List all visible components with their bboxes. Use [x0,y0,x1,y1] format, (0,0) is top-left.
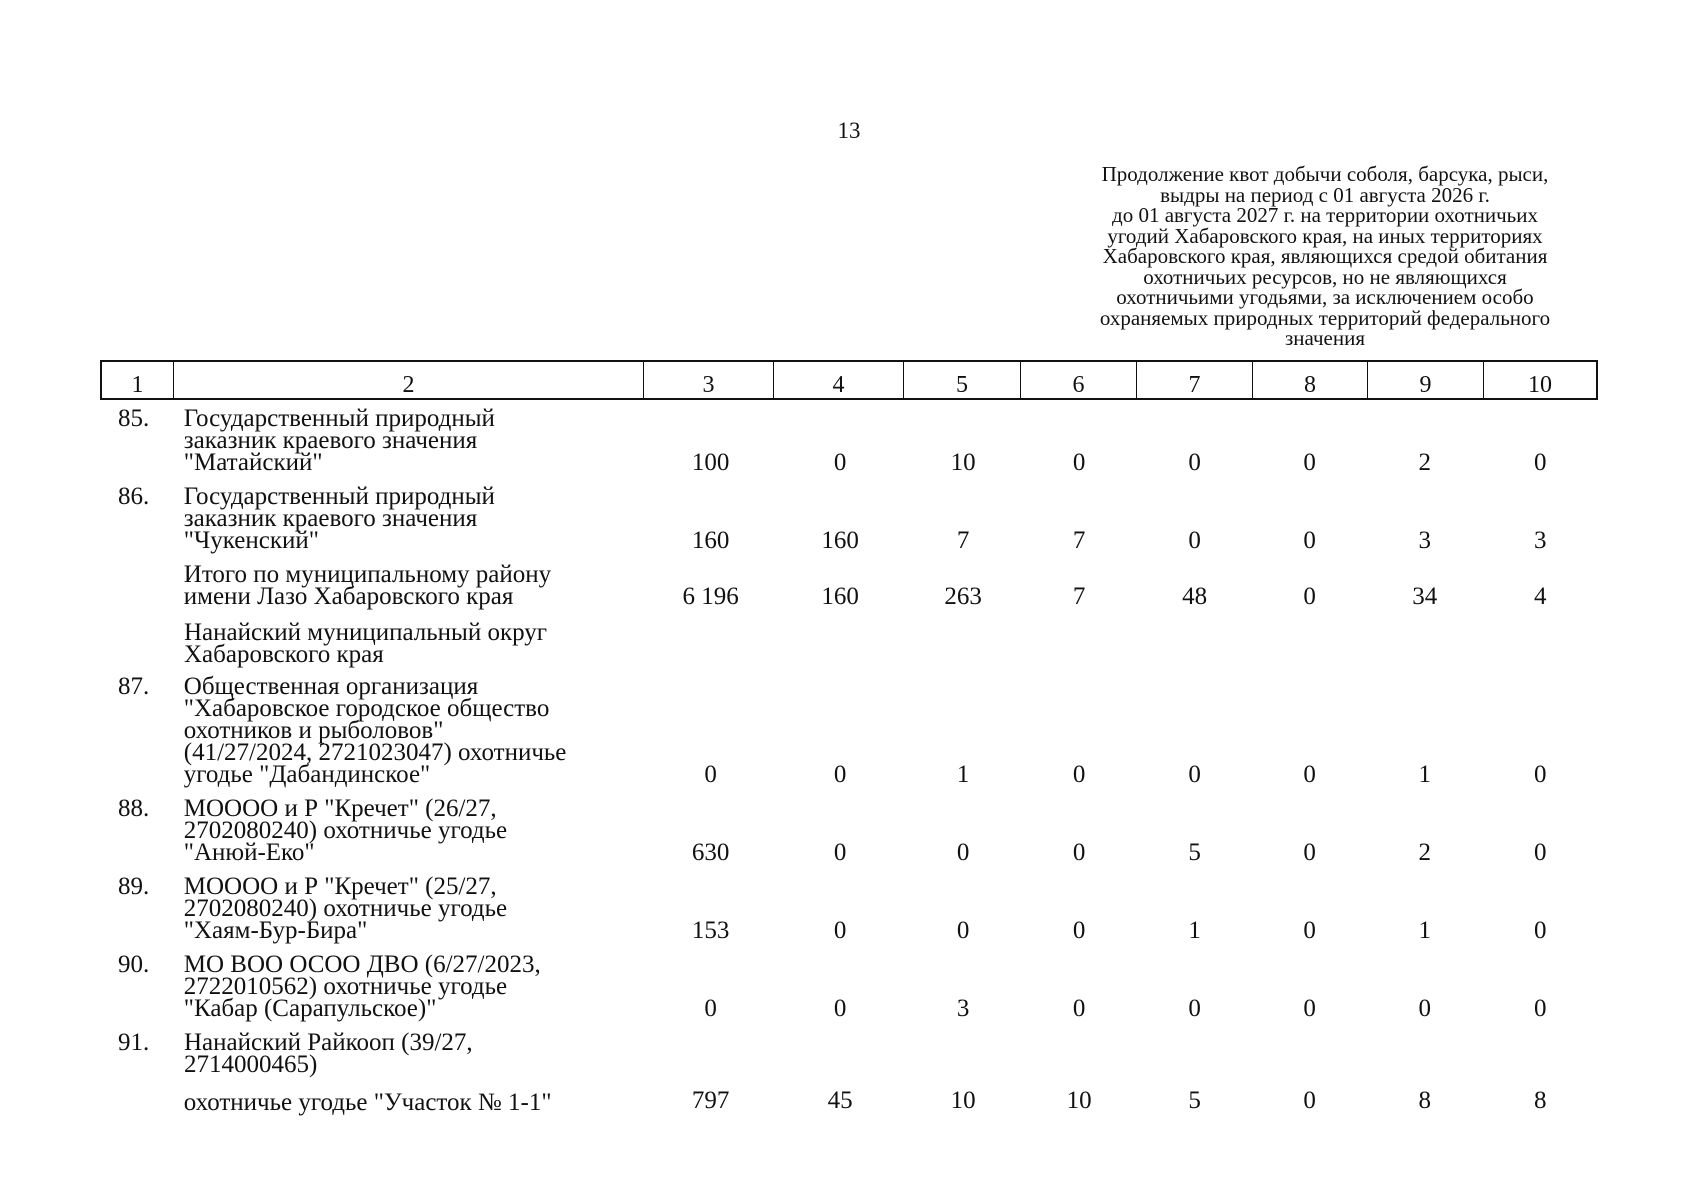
table-row [100,1087,1598,1116]
row-value: 0 [1533,917,1547,944]
row-name-line: Нанайский Райкооп (39/27, [184,1029,473,1056]
row-name [176,873,646,944]
row-name-line: "Кабар (Сарапульское)" [183,995,437,1022]
table-row [100,1029,1598,1078]
row-value: 7 [1072,527,1086,554]
row-value: 797 [691,1087,730,1114]
row-name-line: Итого по муниципальному району [183,561,552,588]
row-value: 1 [956,761,970,788]
caption-line: угодий Хабаровского края, на иных территориях [1107,223,1543,248]
row-value: 0 [1533,839,1547,866]
row-value: 100 [691,449,730,476]
row-value: 0 [1303,995,1316,1022]
table-section-heading [100,619,1598,668]
table-row [100,405,1598,476]
row-value: 2 [1418,449,1431,476]
row-name-line: 2702080240) охотничье угодье [183,895,508,922]
caption-line: охраняемых природных территорий федерального [1099,305,1551,330]
row-name [176,483,646,554]
row-value: 0 [1072,917,1086,944]
row-number: 85. [118,405,150,432]
row-name-line: "Анюй-Еко" [183,839,315,866]
row-value: 0 [1072,995,1086,1022]
row-value: 0 [1418,995,1431,1022]
row-number: 91. [118,1029,150,1056]
row-name-line: МОООО и Р "Кречет" (25/27, [183,873,497,900]
row-value: 48 [1182,583,1208,610]
row-name-line: 2702080240) охотничье угодье [183,817,508,844]
row-number: 90. [118,951,150,978]
row-value: 1 [1418,917,1431,944]
column-number: 2 [174,362,644,398]
column-number: 9 [1368,362,1484,398]
row-value: 630 [691,839,730,866]
caption-line: значения [1284,326,1366,350]
row-number: 88. [118,795,150,822]
row-value: 34 [1412,583,1438,610]
row-value: 0 [1303,527,1316,554]
row-name [176,405,646,476]
row-value: 0 [1072,839,1086,866]
column-number-header [100,360,1598,400]
row-value: 0 [833,995,847,1022]
row-value: 45 [827,1087,853,1114]
row-value: 4 [1533,583,1547,610]
row-value: 0 [1303,761,1316,788]
caption-line: Хабаровского края, являющихся средой обитания [1102,244,1548,268]
row-value: 0 [1188,761,1201,788]
caption-line: выдры на период с 01 августа 2026 г. [1160,182,1490,207]
column-number: 5 [904,362,1021,398]
row-name-line: Хабаровского края [184,641,384,668]
column-number: 10 [1528,372,1552,398]
column-number: 1 [102,362,174,398]
row-name-line: "Хаям-Бур-Бира" [183,917,368,944]
row-number: 86. [118,483,150,510]
row-value: 160 [821,527,859,554]
row-name-line: Общественная организация [183,673,479,700]
row-value: 10 [950,1087,976,1114]
quota-table-body [100,405,1598,1126]
row-value: 7 [956,527,970,554]
row-value: 0 [833,839,847,866]
row-name [176,561,646,610]
caption-line: охотничьими угодьями, за исключением особо [1116,285,1534,309]
row-name-line: "Матайский" [183,449,323,476]
row-value: 0 [1533,449,1547,476]
row-name-line: "Хабаровское городское общество [183,695,550,722]
row-value: 0 [1072,449,1086,476]
row-value: 2 [1418,839,1431,866]
column-number: 3 [644,362,774,398]
table-row-total [100,561,1598,610]
row-value: 3 [1418,527,1431,554]
table-row [100,795,1598,866]
table-row [100,873,1598,944]
caption-line: до 01 августа 2027 г. на территории охотничьих [1112,203,1538,227]
row-name [176,619,648,668]
row-name-line: 2714000465) [184,1051,318,1078]
row-name-line: охотников и рыболовов" [183,717,444,744]
row-value: 0 [956,917,970,944]
row-name [176,951,646,1022]
column-number: 6 [1021,362,1137,398]
row-value: 0 [1188,449,1201,476]
row-name-line: МОООО и Р "Кречет" (26/27, [183,795,497,822]
table-row [100,483,1598,554]
row-value: 0 [1303,839,1316,866]
row-value: 1 [1188,917,1201,944]
page-number: 13 [837,118,861,143]
row-value: 7 [1072,583,1086,610]
row-name-line: Нанайский муниципальный округ [184,619,548,646]
row-value: 0 [1533,761,1547,788]
row-value: 10 [950,449,976,476]
caption-line: Продолжение квот добычи соболя, барсука, рыси, [1101,162,1549,186]
row-value: 3 [956,995,970,1022]
row-value: 5 [1188,839,1201,866]
row-value: 0 [1072,761,1086,788]
column-number: 4 [774,362,904,398]
row-name [176,1089,646,1116]
row-value: 10 [1066,1087,1092,1114]
row-name-line: охотничье угодье "Участок № 1-1" [183,1089,552,1116]
row-value: 6 196 [682,583,739,610]
row-name [176,795,646,866]
row-name-line: Государственный природный [183,405,495,432]
row-value: 0 [833,761,847,788]
row-name-line: имени Лазо Хабаровского края [183,583,514,610]
row-value: 0 [956,839,970,866]
table-row [100,951,1598,1022]
row-value: 8 [1418,1087,1431,1114]
row-name-line: 2722010562) охотничье угодье [183,973,508,1000]
row-name-line: "Чукенский" [183,527,319,554]
row-value: 0 [1188,995,1201,1022]
row-value: 0 [833,449,847,476]
column-number: 8 [1253,362,1368,398]
table-caption [1055,164,1595,349]
row-value: 8 [1533,1087,1547,1114]
row-value: 160 [821,583,859,610]
row-name-line: заказник краевого значения [183,505,478,532]
table-row [100,673,1598,788]
row-value: 0 [704,761,717,788]
row-value: 0 [1303,1087,1316,1114]
row-name-line: МО ВОО ОСОО ДВО (6/27/2023, [183,951,541,978]
row-number: 87. [118,673,150,700]
row-value: 0 [1303,917,1316,944]
row-name-line: (41/27/2024, 2721023047) охотничье [183,739,567,766]
row-value: 0 [1303,583,1316,610]
row-value: 0 [1533,995,1547,1022]
row-value: 1 [1418,761,1431,788]
row-value: 153 [691,917,730,944]
row-value: 0 [1303,449,1316,476]
row-value: 5 [1188,1087,1201,1114]
row-value: 0 [1188,527,1201,554]
row-number: 89. [118,873,150,900]
row-name-line: Государственный природный [183,483,495,510]
row-name [176,673,646,788]
row-value: 0 [833,917,847,944]
row-name [176,1029,648,1078]
row-name-line: угодье "Дабандинское" [183,761,431,788]
row-name-line: заказник краевого значения [183,427,478,454]
row-value: 263 [944,583,982,610]
row-value: 0 [704,995,717,1022]
column-number: 7 [1137,362,1253,398]
row-value: 160 [691,527,730,554]
row-value: 3 [1533,527,1547,554]
caption-line: охотничьих ресурсов, но не являющихся [1143,264,1507,289]
